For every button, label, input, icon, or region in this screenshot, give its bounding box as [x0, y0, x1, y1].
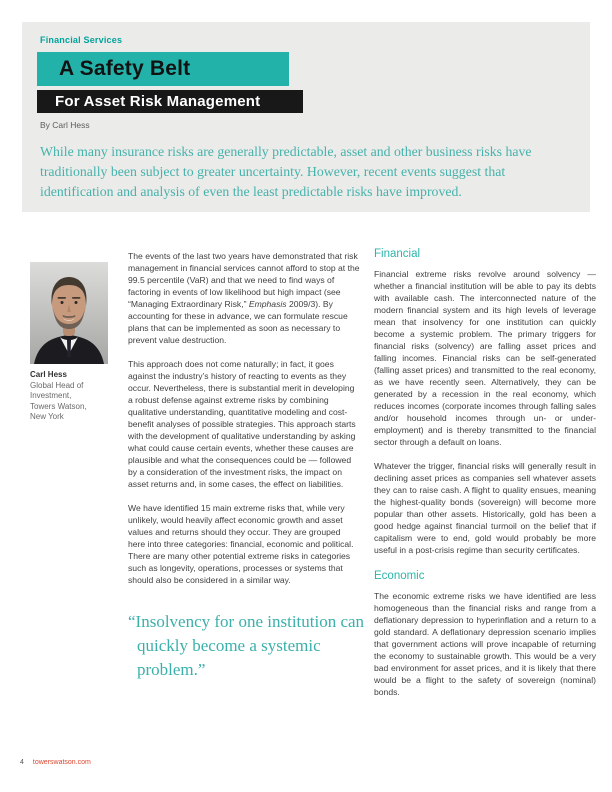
- paragraph-text: The events of the last two years have demonstrated that risk management in financial services cannot afford to stop at the 99.5 percentile (VaR) and that we need to find ways of factoring in events of low likelihood but high impact (see “Managing Extraordinary Risk,”: [128, 251, 360, 309]
- author-name: Carl Hess: [30, 370, 67, 379]
- article-subtitle: For Asset Risk Management: [37, 90, 303, 113]
- author-photo: [30, 262, 108, 364]
- main-text-column: [128, 248, 365, 682]
- site-link[interactable]: towerswatson.com: [32, 759, 91, 766]
- author-title-line: Towers Watson,: [30, 401, 87, 411]
- publication-name: Emphasis: [248, 299, 287, 309]
- heading-economic: Economic: [374, 570, 425, 582]
- article-title: A Safety Belt: [37, 52, 289, 86]
- paragraph-text: 2009/3). By accounting for these in advance, we can formulate rescue plans that can be implemented as soon as necessary to prevent value destruction.: [128, 299, 348, 345]
- pull-quote: “Insolvency for one institution can quickly become a systemic problem.”: [128, 612, 365, 679]
- author-title-line: Investment,: [30, 391, 72, 400]
- byline: By Carl Hess: [40, 120, 90, 130]
- author-title-line: New York: [30, 412, 64, 421]
- page-footer: [20, 758, 91, 767]
- paragraph: [128, 250, 360, 346]
- side-text-column: [374, 248, 596, 710]
- paragraph: This approach does not come naturally; in fact, it goes against the industry’s history of reacting to events as they occur. Nevertheless, there is substantial merit in developing a robust defense against extreme risks by combining qualitative understanding, quantitative modeling and cost-benefit analyses of possible strategies. This approach starts with the development of qualitative understanding by asking what could cause certain events, whether these causes are plausible and what the consequences could be — followed by a consideration of the investment risks, the impact on asset returns and, in some cases, the effect on liabilities.: [128, 359, 356, 489]
- author-caption: [30, 370, 110, 423]
- author-column: [30, 262, 110, 423]
- header-panel: [22, 22, 590, 212]
- section-eyebrow: Financial Services: [40, 35, 123, 45]
- paragraph: The economic extreme risks we have identified are less homogeneous than the financial risks and range from a deflationary depression to hyperinflation and a return to a gold standard. A deflationary depression scenario implies that government actions will prove incapable of returning the economy to sustainable growth. This would be a very bad environment for asset prices, and it is likely that there would be a flight to the safety of sovereign (nominal) bonds.: [374, 591, 596, 697]
- heading-financial: Financial: [374, 248, 421, 260]
- author-title-line: Global Head of: [30, 380, 84, 390]
- intro-paragraph: While many insurance risks are generally predictable, asset and other business risks have traditionally been subject to greater uncertainty. However, recent events suggest that identification and analysis of even the least predictable risks have improved.: [40, 144, 532, 199]
- paragraph: Financial extreme risks revolve around solvency — whether a financial institution will be able to pay its debts with available cash. The interconnected nature of the modern financial system and its high levels of leverage mean that insolvency for one institution can quickly become a systemic problem. The primary triggers for financial risks (solvency) are falling asset prices and falling incomes. Financial risks can be self-generated (falling asset prices) and transmitted to the real economy, as we have recently seen. Alternatively, they can be generated by a recession in the real economy, which reduces incomes (corporate incomes through falling sales and/or household incomes through un- or under-employment) and is thereby transmitted to the financial sector through a default on loans.: [374, 269, 596, 447]
- content-columns: [30, 248, 596, 710]
- paragraph: Whatever the trigger, financial risks will generally result in declining asset prices as companies sell whatever assets they can to raise cash. A flight to quality ensues, meaning the highest-quality bonds (sovereign) will become more popular than other assets. Historically, gold has been a good hedge against financial turmoil on the belief that if capitalism were to end, gold would probably be more useful in a post-crisis regime than security certificates.: [374, 461, 596, 555]
- page-number: 4: [20, 759, 24, 766]
- paragraph: We have identified 15 main extreme risks that, while very unlikely, would heavily affect economic growth and asset values and returns should they occur. They are grouped here into three categories: financial, economic and political. There are many other potential extreme risks in categories such as longevity, operations, processes or systems that should also be considered in a similar way.: [128, 503, 354, 585]
